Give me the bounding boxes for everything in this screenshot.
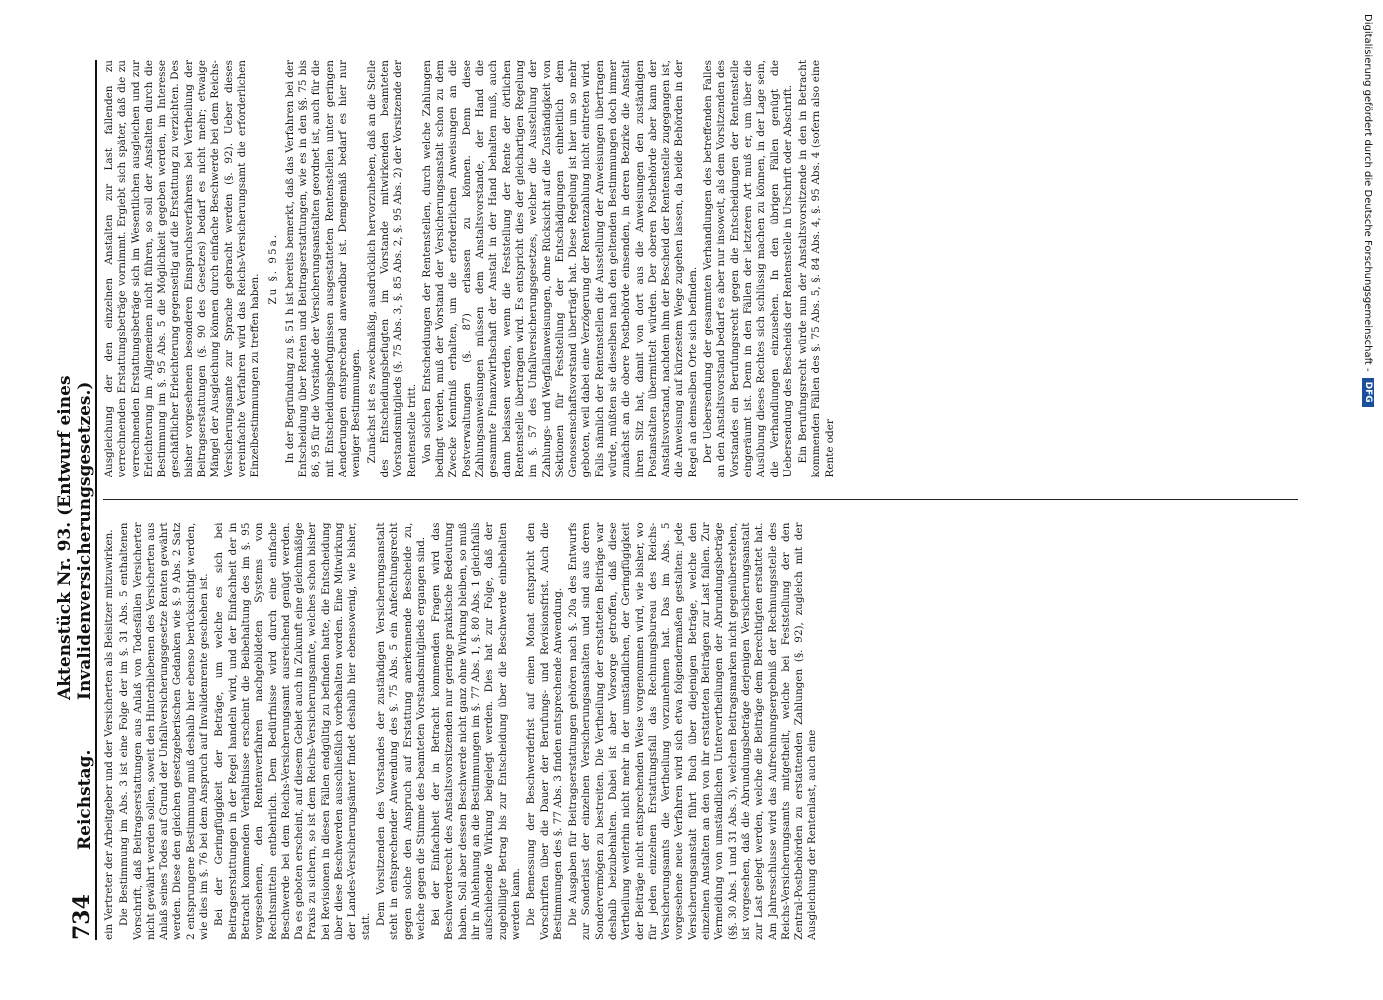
funding-note — [1353, 0, 1383, 1000]
paragraph: Der Uebersendung der gesammten Verhandlungen des betreffenden Falles an den Anstaltsvorstand bedarf es aber nur insoweit, als dem Vorsitzenden des Vorstandes ein Berufungsrecht gegen die Entscheidungen der Rentenstelle eingeräumt ist. Denn in den Fällen der letzteren Art muß er, um über die Ausübung dieses Rechtes sich schlüssig machen zu können, in der Lage sein, die Verhandlungen einzusehen. In den übrigen Fällen genügt die Uebersendung des Bescheids der Rentenstelle in Urschrift oder Abschrift. — [702, 60, 794, 478]
right-column — [103, 60, 1298, 478]
document-title: Aktenstück Nr. 93. (Entwurf eines Invalidenversicherungsgesetzes.) — [55, 375, 95, 700]
paragraph: Ausgleichung der den einzelnen Anstalten zur Last fallenden zu verrechnenden Erstattungsbeträge vornimmt. Ergiebt sich später, daß die zu verrechnenden Erstattungsbeträge sich im Wesentlichen ausgleichen und zur Erleichterung im Allgemeinen nicht führen, so soll der Anstalten durch die Bestimmung im §. 95 Abs. 5 die Möglichkeit gegeben werden, im Interesse geschäftlicher Erleichterung gegenseitig auf die Erstattung zu verzichten. Des bisher vorgesehenen besonderen Einspruchsverfahrens bei Vertheilung der Beitragserstattungen (§. 90 des Gesetzes) bedarf es nicht mehr; etwaige Mängel der Ausgleichung können durch einfache Beschwerde bei dem Reichs-Versicherungsamte zur Sprache gebracht werden (§. 92). Ueber dieses vereinfachte Verfahren wird das Reichs-Versicherungsamt die erforderlichen Einzelbestimmungen zu treffen haben. — [103, 60, 262, 478]
paragraph: In der Begründung zu §. 51 h ist bereits bemerkt, daß das Verfahren bei der Entscheidung über Renten und Beitragserstattungen, wie es in den §§. 75 bis 86, 95 für die Vorstände der Versicherungsanstalten geordnet ist, auch für die mit Entscheidungsbefugnissen ausgestatteten Rentenstellen unter geringen Aenderungen entsprechend anwendbar ist. Demgemäß bedarf es hier nur weniger Bestimmungen. — [283, 60, 363, 478]
paragraph: Die Bestimmung im Abs. 3 ist eine Folge der im §. 31 Abs. 5 enthaltenen Vorschrift, daß Beitragserstattungen aus Anlaß von Todesfällen Versicherter nicht gewährt werden sollen, soweit den Hinterbliebenen des Versicherten aus Anlaß seines Todes auf Grund der Unfallversicherungsgesetze Renten gewährt werden. Diese den gleichen gesetzgeberischen Gedanken wie §. 9 Abs. 2 Satz 2 entsprungene Bestimmung muß deshalb hier ebenso berücksichtigt werden, wie dies im §. 76 bei dem Anspruch auf Invalidenrente geschehen ist. — [118, 522, 211, 940]
funding-sidebar — [1353, 0, 1383, 1000]
paragraph: Dem Vorsitzenden des Vorstandes der zuständigen Versicherungsanstalt steht in entsprechender Anwendung des §. 75 Abs. 5 ein Anfechtungsrecht gegen solche den Anspruch auf Erstattung anerkennende Bescheide zu, welche gegen die Stimme des beamteten Vorstandsmitglieds ergangen sind. — [374, 522, 427, 940]
section-heading: Zu §. 95a. — [266, 232, 279, 305]
page-number: 734 — [69, 894, 95, 940]
text-columns — [103, 60, 1298, 940]
paragraph: Bei der Einfachheit der in Betracht kommenden Fragen wird das Beschwerderecht des Anstaltsvorsitzenden nur geringe praktische Bedeutung haben. Soll aber dessen Beschwerde nicht ganz ohne Wirkung bleiben, so muß ihr in Anlehnung an die Bestimmungen im §. 77 Abs. 1, §. 80 Abs. 1 gleichfalls aufschiebende Wirkung beigelegt werden. Dies hat zur Folge, daß der zugebilligte Betrag bis zur Entscheidung über die Beschwerde einbehalten werden kann. — [430, 522, 522, 940]
paragraph: Die Ausgaben für Beitragserstattungen gehören nach §. 20a des Entwurfs zur Sonderlast der einzelnen Versicherungsanstalten und sind aus deren Sondervermögen zu bestreiten. Die Vertheilung der erstatteten Beiträge war deshalb beizubehalten. Dabei ist aber Vorsorge getroffen, daß diese Vertheilung weiterhin nicht mehr in der umständlichen, der Geringfügigkeit der Beiträge nicht entsprechenden Weise vorgenommen wird, wie bisher, wo für jeden einzelnen Erstattungsfall das Rechnungsbureau des Reichs-Versicherungsamts die Vertheilung vorzunehmen hat. Das im Abs. 5 vorgesehene neue Verfahren wird sich etwa folgendermaßen gestalten: jede Versicherungsanstalt führt Buch über diejenigen Beträge, welche den einzelnen Anstalten an den von ihr erstatteten Beiträgen zur Last fallen. Zur Vermeidung von umständlichen Untervertheilungen der Abrundungsbeträge (§§. 30 Abs. 1 und 31 Abs. 3), welchen Beitragsmarken nicht gegenüberstehen, ist vorgesehen, daß die Abrundungsbeträge derjenigen Versicherungsanstalt zur Last gelegt werden, welche die Beiträge dem Berechtigten erstattet hat. Am Jahresschlusse wird das Aufrechnungsergebniß der Rechnungsstelle des Reichs-Versicherungsamts mitgetheilt, welche bei Feststellung der den Zentral-Postbehörden zu erstattenden Zahlungen (§. 92), zugleich mit der Ausgleichung der Rentenlast, auch eine — [567, 522, 819, 940]
paragraph: Zunächst ist es zweckmäßig, ausdrücklich hervorzuheben, daß an die Stelle des Entscheidungsbefugten im Vorstande mitwirkenden beamteten Vorstandsmitglieds (§. 75 Abs. 3, §. 85 Abs. 2, §. 95 Abs. 2) der Vorsitzende der Rentenstelle tritt. — [365, 60, 418, 478]
page-header — [55, 60, 97, 940]
dfg-logo: DFG — [1362, 378, 1374, 407]
paragraph: Ein Berufungsrecht würde nun der Anstaltsvorsitzende in den in Betracht kommenden Fällen des §. 75 Abs. 5, §. 84 Abs. 4, §. 95 Abs. 4 (sofern also eine Rente oder — [797, 60, 836, 478]
funding-text: Digitalisierung gefördert durch die Deutsche Forschungsgemeinschaft - — [1362, 14, 1374, 372]
left-column — [103, 523, 1298, 941]
paragraph: ein Vertreter der Arbeitgeber und der Versicherten als Beisitzer mitzuwirken. — [103, 529, 115, 940]
column-divider — [103, 500, 1298, 501]
paragraph: Bei der Geringfügigkeit der Beträge, um welche es sich bei Beitragserstattungen in der Regel handeln wird, und der Einfachheit der in Betracht kommenden Verhältnisse erscheint die Beibehaltung des im §. 95 vorgesehenen, den Rentenverfahren nachgebildeten Systems von Rechtsmitteln entbehrlich. Dem Bedürfnisse wird durch eine einfache Beschwerde bei dem Reichs-Versicherungsamt ausreichend genügt werden. Da es geboten erscheint, auf diesem Gebiet auch in Zukunft eine gleichmäßige Praxis zu sichern, so ist dem Reichs-Versicherungsamte, welches schon bisher bei Revisionen in diesen Fällen endgültig zu befinden hatte, die Entscheidung über diese Beschwerden ausschließlich vorbehalten worden. Eine Mitwirkung der Landes-Versicherungsämter findet deshalb hier ebensowenig, wie bisher, statt. — [213, 522, 372, 940]
page-content — [55, 60, 1305, 940]
paragraph: Von solchen Entscheidungen der Rentenstellen, durch welche Zahlungen bedingt werden, muß der Vorstand der Versicherungsanstalt schon zu dem Zwecke Kenntniß erhalten, um die erforderlichen Anweisungen an die Postverwaltungen (§. 87) erlassen zu können. Denn diese Zahlungsanweisungen müssen dem Anstaltsvorstande, der Hand die gesammte Finanzwirthschaft der Anstalt in der Hand behalten muß, auch dann belassen werden, wenn die Feststellung der Rente der örtlichen Rentenstelle übertragen wird. Es entspricht dies der gleichartigen Regelung im §. 57 des Unfallversicherungsgesetzes, welcher die Ausstellung der Zahlungs- und Wegfallanweisungen, ohne Rücksicht auf die Zuständigkeit von Sektionen für Feststellung der Entschädigungen einheitlich dem Genossenschaftsvorstand überträgt hat. Diese Regelung ist hier um so mehr geboten, weil dabei eine Verzögerung der Rentenzahlung nicht eintreten wird. Falls nämlich der Rentenstellen die Ausstellung der Anweisungen übertragen würde, müßten sie dieselben nach den geltenden Bestimmungen doch immer zunächst an die obere Postbehörde einsenden, in deren Bezirke die Anstalt ihren Sitz hat, damit von dort aus die Anweisungen den zuständigen Postanstalten übermittelt würden. Der oberen Postbehörde aber kann der Anstaltsvorstand, nachdem ihm der Bescheid der Rentenstelle zugegangen ist, die Anweisung auf kürzestem Wege zugehen lassen, da beide Behörden in der Regel an demselben Orte sich befinden. — [420, 60, 699, 478]
paragraph: Die Bemessung der Beschwerdefrist auf einen Monat entspricht den Vorschriften über die Dauer der Berufungs- und Revisionsfrist. Auch die Bestimmungen des §. 77 Abs. 3 finden entsprechende Anwendung. — [525, 522, 564, 940]
running-head: Reichstag. — [75, 749, 95, 850]
